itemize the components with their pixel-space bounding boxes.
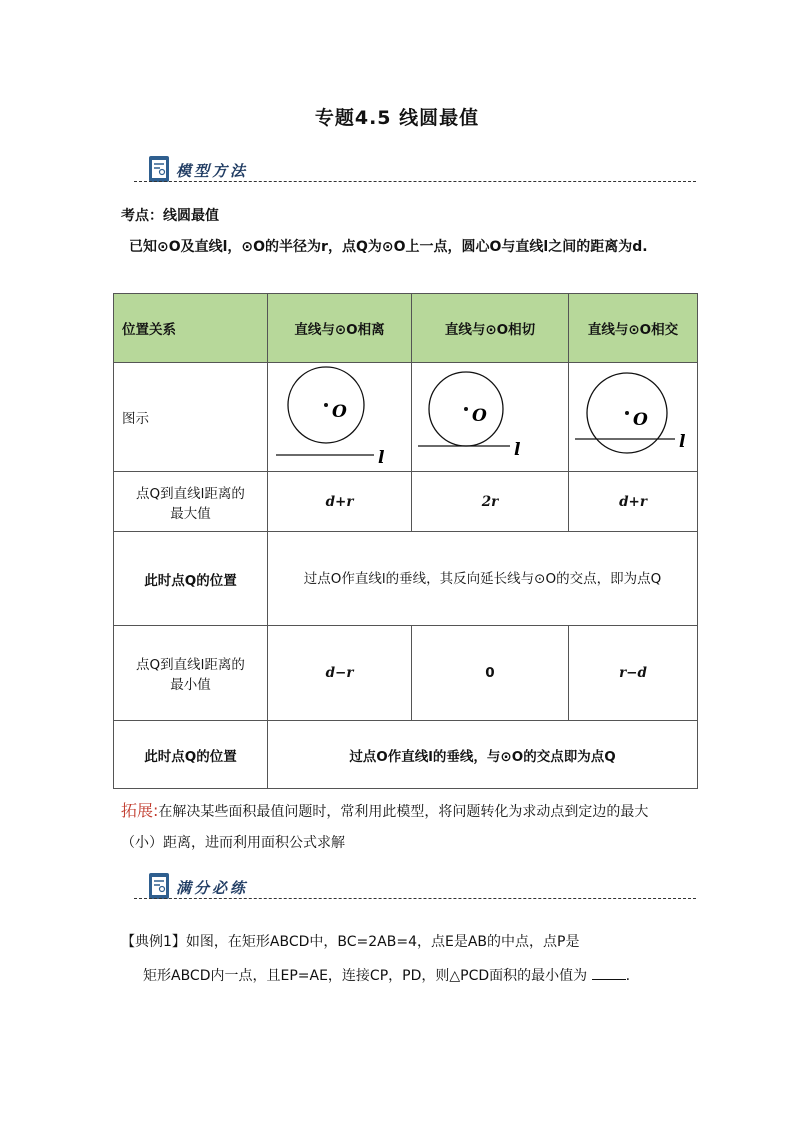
- header-cell: 直线与⊙O相交: [569, 294, 698, 363]
- section-header-practice: [134, 872, 696, 908]
- value-cell: d−r: [268, 626, 412, 721]
- section-title: 模型方法: [176, 162, 249, 180]
- page-title: 专题4.5 线圆最值: [314, 107, 480, 129]
- section-header-methods: [134, 155, 696, 191]
- example-label: 【典例1】: [121, 934, 186, 950]
- center-label: O: [332, 402, 347, 422]
- header-cell: 直线与⊙O相离: [268, 294, 412, 363]
- extension-text: 在解决某些面积最值问题时，常利用此模型，将问题转化为求动点到定边的最大（小）距离，进而利用面积公式求解: [121, 804, 649, 851]
- center-label: O: [633, 410, 648, 430]
- line-label: l: [679, 432, 686, 452]
- value-cell: r−d: [569, 626, 698, 721]
- section-title: 满分必练: [176, 879, 249, 897]
- example-block: [121, 925, 681, 993]
- table-row: [114, 532, 698, 626]
- intro-text: 已知⊙O及直线l，⊙O的半径为r，点Q为⊙O上一点，圆心O与直线l之间的距离为d.: [129, 239, 648, 255]
- example-end: .: [625, 968, 631, 984]
- header-cell: 直线与⊙O相切: [412, 294, 569, 363]
- diagram-tangent-cell: [412, 363, 569, 472]
- diagram-tangent: [412, 363, 568, 467]
- row-label: 此时点Q的位置: [114, 532, 268, 626]
- notebook-icon: [148, 155, 170, 183]
- row-label: 点Q到直线l距离的最小值: [114, 626, 268, 721]
- description-cell: 过点O作直线l的垂线，其反向延长线与⊙O的交点，即为点Q: [268, 532, 698, 626]
- kaodian-label: 考点：线圆最值: [121, 208, 219, 224]
- value-cell: d+r: [268, 472, 412, 532]
- line-label: l: [378, 448, 385, 467]
- table-row: [114, 363, 698, 472]
- example-line-2: [121, 959, 681, 993]
- row-label: 此时点Q的位置: [114, 721, 268, 789]
- diagram-intersect: [569, 363, 697, 467]
- center-label: O: [472, 406, 487, 426]
- diagram-intersect-cell: [569, 363, 698, 472]
- dashed-divider: [134, 181, 696, 182]
- table-row: [114, 626, 698, 721]
- notebook-icon: [148, 872, 170, 900]
- table-row: [114, 472, 698, 532]
- position-relation-table: [113, 293, 698, 789]
- value-cell: 0: [412, 626, 569, 721]
- extension-block: [121, 795, 681, 859]
- row-label: 图示: [114, 363, 268, 472]
- extension-label: 拓展:: [121, 801, 159, 820]
- value-cell: 2r: [412, 472, 569, 532]
- line-label: l: [514, 440, 521, 460]
- example-text: 如图，在矩形ABCD中，BC=2AB=4，点E是AB的中点，点P是: [185, 934, 580, 950]
- header-cell: 位置关系: [114, 294, 268, 363]
- dashed-divider: [134, 898, 696, 899]
- table-row: [114, 721, 698, 789]
- intro-block: [121, 201, 691, 263]
- row-label: 点Q到直线l距离的最大值: [114, 472, 268, 532]
- example-text: 矩形ABCD内一点，且EP=AE，连接CP，PD，则△PCD面积的最小值为: [143, 968, 588, 984]
- answer-blank[interactable]: [592, 965, 626, 980]
- example-line-1: [121, 925, 681, 959]
- table-header-row: [114, 294, 698, 363]
- diagram-separate: [268, 363, 411, 467]
- description-cell: 过点O作直线l的垂线，与⊙O的交点即为点Q: [268, 721, 698, 789]
- value-cell: d+r: [569, 472, 698, 532]
- diagram-separate-cell: [268, 363, 412, 472]
